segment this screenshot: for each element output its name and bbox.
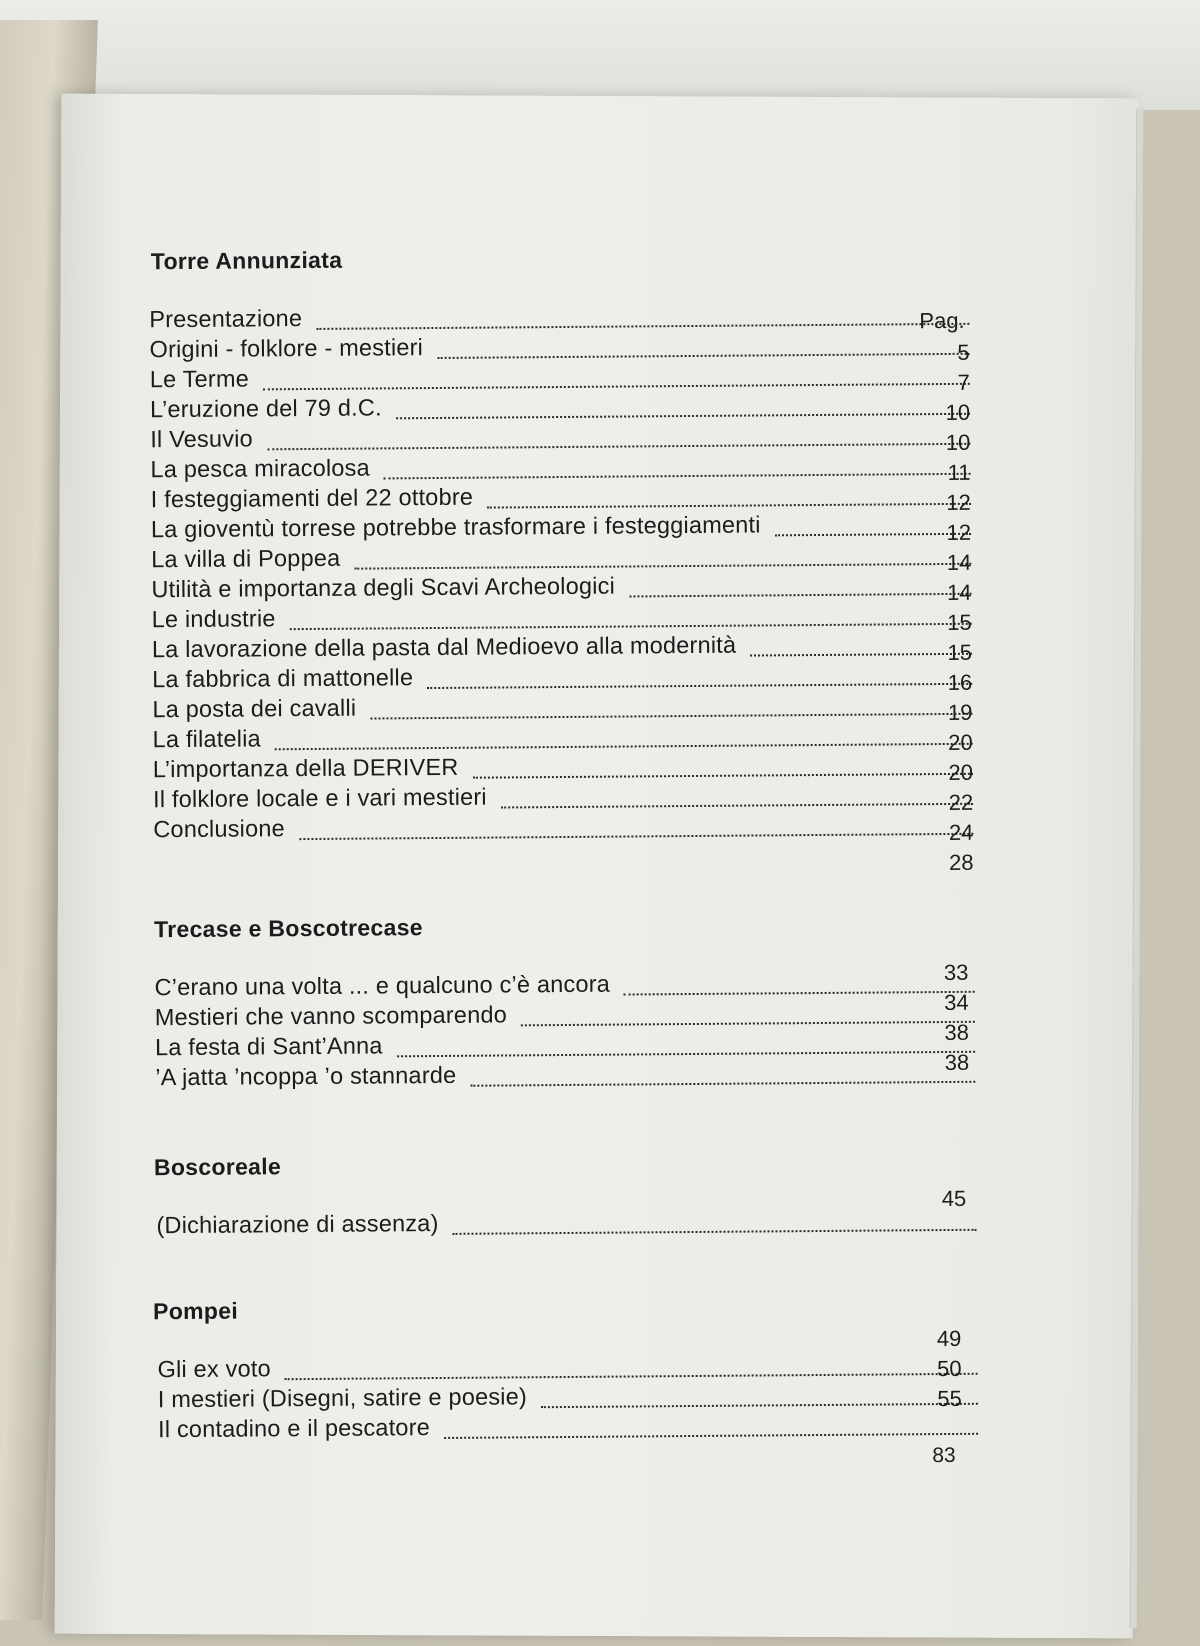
toc-page-number: 10: [945, 399, 971, 425]
toc-entry: [158, 1410, 978, 1446]
table-of-contents: [52, 93, 1142, 1641]
toc-entry-title: Presentazione: [149, 305, 303, 333]
toc-entry-title: Mestieri che vanno scomparendo: [154, 1001, 508, 1031]
dot-leader: [396, 413, 970, 420]
toc-page-number: 55: [937, 1385, 962, 1412]
dot-leader: [290, 623, 972, 630]
toc-entry-title: La pesca miracolosa: [150, 454, 370, 483]
toc-entry-title: Il folklore locale e i vari mestieri: [152, 783, 487, 813]
toc-entry-title: I festeggiamenti del 22 ottobre: [150, 483, 474, 513]
dot-leader: [427, 683, 972, 689]
page-folio: 83: [932, 1443, 956, 1468]
toc-page-number: 33: [943, 959, 969, 986]
dot-leader: [470, 1081, 975, 1087]
page-column-label: Pag.: [919, 307, 965, 334]
toc-page-number: 20: [948, 729, 973, 755]
toc-page-number: 11: [947, 459, 971, 485]
toc-entry-title: Le Terme: [149, 365, 250, 393]
dot-leader: [354, 563, 971, 570]
toc-entry-title: La villa di Poppea: [151, 544, 341, 573]
section-heading: Pompei: [153, 1297, 239, 1325]
toc-page-number: 49: [936, 1325, 962, 1352]
toc-page-number: 38: [944, 1019, 970, 1046]
toc-entry-title: La festa di Sant’Anna: [154, 1032, 383, 1061]
dot-leader: [444, 1433, 978, 1439]
section-heading: Boscoreale: [153, 1153, 282, 1181]
toc-page-number: 50: [937, 1355, 962, 1382]
dot-leader: [299, 833, 973, 840]
section-heading: Torre Annunziata: [150, 246, 343, 275]
dot-leader: [397, 1051, 975, 1058]
toc-page-number: 7: [957, 369, 970, 395]
dot-leader: [370, 713, 972, 720]
toc-entry-title: ’A jatta ’ncoppa ’o stannarde: [155, 1061, 457, 1091]
toc-entry: [155, 1058, 975, 1094]
dot-leader: [487, 503, 971, 509]
toc-page-number: 24: [948, 819, 974, 845]
toc-entry-title: Gli ex voto: [157, 1355, 271, 1383]
toc-page-number: 20: [948, 759, 974, 785]
toc-entry-title: La gioventù torrese potrebbe trasformare i festeggiamenti: [150, 511, 761, 543]
toc-entry: [156, 1206, 976, 1242]
toc-page-number: 16: [947, 669, 973, 695]
toc-entry-title: Conclusione: [153, 815, 285, 843]
toc-entry-title: Il Vesuvio: [150, 425, 253, 453]
toc-page-number: 34: [944, 989, 969, 1016]
toc-page-number: 12: [946, 519, 972, 545]
dot-leader: [473, 773, 973, 779]
dot-leader: [437, 353, 969, 359]
dot-leader: [453, 1229, 977, 1235]
toc-page-number: 22: [948, 789, 974, 815]
toc-entry-title: L’eruzione del 79 d.C.: [149, 394, 382, 423]
toc-entry-title: Origini - folklore - mestieri: [149, 334, 424, 363]
toc-entry-title: Le industrie: [151, 605, 276, 633]
toc-page-number: 45: [941, 1185, 967, 1212]
toc-page-number: 19: [947, 699, 973, 725]
dot-leader: [267, 443, 970, 451]
toc-entry-title: C’erano una volta ... e qualcuno c’è ancora: [154, 970, 611, 1001]
section-heading: Trecase e Boscotrecase: [154, 914, 423, 943]
toc-entry-title: Il contadino e il pescatore: [157, 1414, 431, 1443]
toc-page-number: 28: [949, 849, 974, 875]
toc-entry-title: La filatelia: [152, 725, 261, 753]
dot-leader: [263, 383, 970, 391]
toc-entry-title: I mestieri (Disegni, satire e poesie): [157, 1383, 528, 1413]
dot-leader: [316, 323, 969, 330]
toc-page-number: 10: [945, 429, 971, 455]
toc-entry-title: La fabbrica di mattonelle: [152, 664, 414, 693]
toc-page-number: 5: [957, 339, 970, 365]
dot-leader: [275, 743, 973, 750]
toc-entry-title: Utilità e importanza degli Scavi Archeologici: [151, 572, 616, 603]
toc-page-number: 15: [947, 639, 973, 665]
toc-page-number: 15: [947, 609, 972, 635]
toc-page-number: 12: [946, 489, 971, 515]
toc-page-number: 14: [946, 579, 972, 605]
toc-entry: [153, 810, 973, 846]
toc-entry-title: L’importanza della DERIVER: [152, 753, 459, 783]
book-page: [55, 94, 1140, 1639]
toc-page-number: 14: [946, 549, 972, 575]
dot-leader: [285, 1373, 978, 1380]
toc-entry-title: (Dichiarazione di assenza): [156, 1209, 439, 1239]
dot-leader: [384, 473, 971, 480]
toc-entry-title: La posta dei cavalli: [152, 694, 357, 723]
toc-page-number: 38: [944, 1049, 970, 1076]
toc-entry-title: La lavorazione della pasta dal Medioevo alla modernità: [151, 631, 737, 663]
